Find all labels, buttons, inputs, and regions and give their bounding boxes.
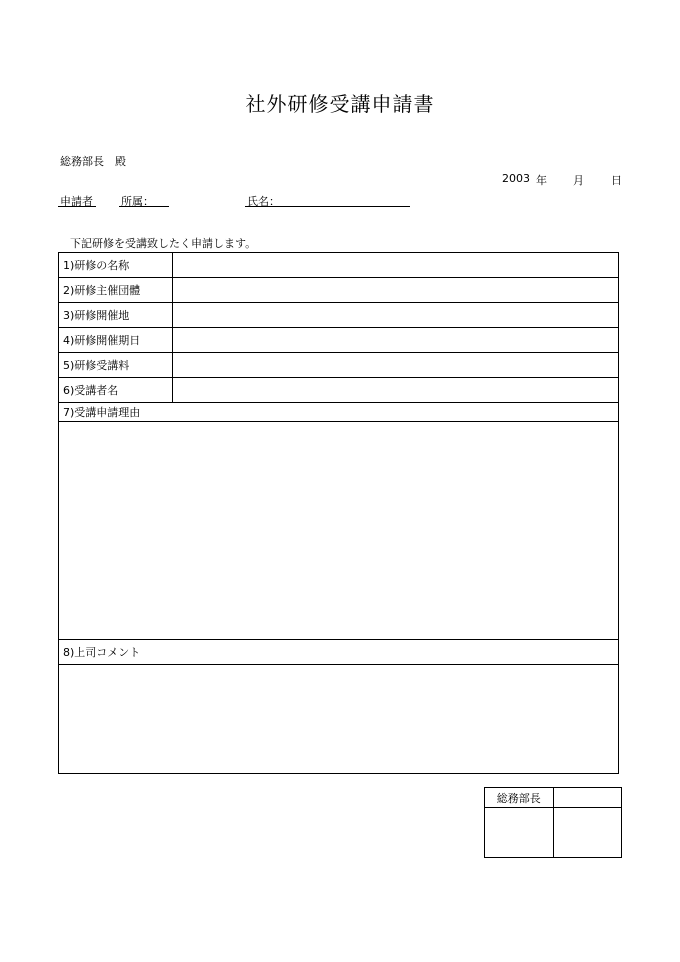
field-label: 6)受講者名 — [59, 378, 173, 403]
applicant-label: 申請者 — [60, 195, 93, 208]
field-value[interactable] — [173, 303, 619, 328]
approval-stamp-box[interactable] — [553, 808, 622, 858]
field-value[interactable] — [173, 278, 619, 303]
approval-stamp-box[interactable] — [485, 808, 554, 858]
field-label: 3)研修開催地 — [59, 303, 173, 328]
form-row — [59, 278, 619, 303]
name-label: 氏名： — [247, 195, 280, 208]
applicant-underline — [58, 206, 96, 207]
field-label: 5)研修受講料 — [59, 353, 173, 378]
field-value[interactable] — [173, 253, 619, 278]
date-month[interactable]: 月 — [573, 174, 584, 187]
form-row — [59, 303, 619, 328]
affiliation-label: 所属： — [121, 195, 154, 208]
approval-header: 総務部長 — [485, 788, 554, 808]
reason-value[interactable] — [59, 422, 619, 640]
field-label: 1)研修の名称 — [59, 253, 173, 278]
date-day[interactable]: 日 — [611, 174, 622, 187]
form-row — [59, 253, 619, 278]
field-value[interactable] — [173, 378, 619, 403]
application-form-table — [58, 252, 619, 774]
field-label: 4)研修開催期日 — [59, 328, 173, 353]
name-underline — [245, 206, 410, 207]
intro-text: 下記研修を受講致したく申請します。 — [70, 237, 257, 250]
reason-label: 7)受講申請理由 — [59, 403, 619, 422]
field-value[interactable] — [173, 353, 619, 378]
date-year-unit: 年 — [536, 174, 547, 187]
affiliation-underline — [119, 206, 169, 207]
date-year[interactable]: 2003 — [502, 172, 530, 185]
supervisor-comment-label: 8)上司コメント — [59, 640, 619, 665]
page-title: 社外研修受講申請書 — [245, 92, 435, 116]
field-label: 2)研修主催団體 — [59, 278, 173, 303]
field-value[interactable] — [173, 328, 619, 353]
approval-stamp-table — [484, 787, 622, 858]
approval-header-blank — [553, 788, 622, 808]
form-row — [59, 328, 619, 353]
addressee: 総務部長 殿 — [60, 155, 126, 168]
form-row — [59, 378, 619, 403]
form-row — [59, 353, 619, 378]
supervisor-comment-value[interactable] — [59, 665, 619, 774]
